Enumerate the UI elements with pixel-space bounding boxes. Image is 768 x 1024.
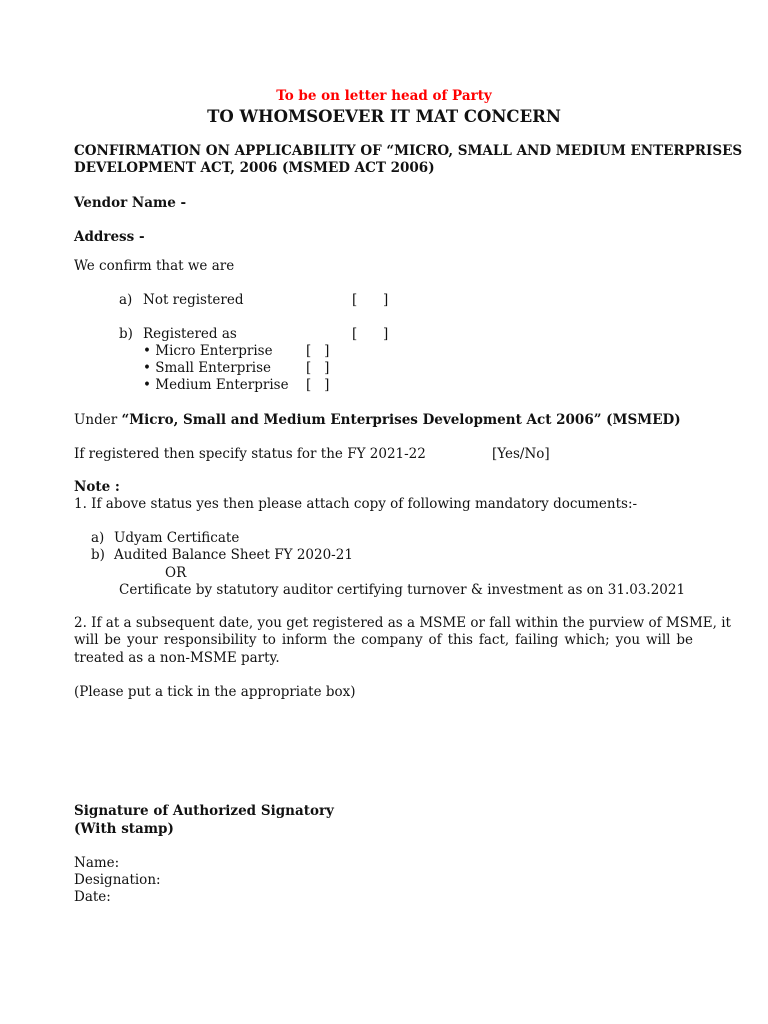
note-point-1: 1. If above status yes then please attach copy of following mandatory documents:- [74, 496, 638, 512]
subject-line-2: DEVELOPMENT ACT, 2006 (MSMED ACT 2006) [74, 160, 435, 176]
document-title: TO WHOMSOEVER IT MAT CONCERN [207, 107, 561, 126]
micro-enterprise-checkbox[interactable]: [ ] [306, 343, 330, 359]
address-label: Address - [74, 229, 145, 245]
option-b-marker: b) [119, 326, 133, 342]
option-b-checkbox[interactable]: [ ] [352, 326, 389, 342]
note-heading: Note : [74, 479, 120, 495]
vendor-name-label: Vendor Name - [74, 195, 187, 211]
medium-enterprise-label: • Medium Enterprise [143, 377, 289, 393]
note-point-2-line-3: treated as a non-MSME party. [74, 650, 280, 666]
tick-instruction: (Please put a tick in the appropriate box) [74, 684, 356, 700]
stamp-label: (With stamp) [74, 821, 174, 837]
small-enterprise-checkbox[interactable]: [ ] [306, 360, 330, 376]
subject-line-1: CONFIRMATION ON APPLICABILITY OF “MICRO, SMALL AND MEDIUM ENTERPRISES [74, 143, 743, 159]
option-a-marker: a) [119, 292, 133, 308]
act-name: “Micro, Small and Medium Enterprises Development Act 2006” (MSMED) [121, 412, 681, 428]
option-a-checkbox[interactable]: [ ] [352, 292, 389, 308]
date-label: Date: [74, 889, 111, 905]
micro-enterprise-label: • Micro Enterprise [143, 343, 273, 359]
designation-label: Designation: [74, 872, 161, 888]
letterhead-note: To be on letter head of Party [276, 88, 492, 104]
name-label: Name: [74, 855, 120, 871]
fy-status-label: If registered then specify status for the FY 2021-22 [74, 446, 426, 462]
note-point-2-line-1: 2. If at a subsequent date, you get registered as a MSME or fall within the purview of MSME, it [74, 615, 731, 631]
option-a-label: Not registered [143, 292, 244, 308]
option-b-label: Registered as [143, 326, 237, 342]
note-point-2-line-2: will be your responsibility to inform the company of this fact, failing which; you will be [74, 632, 693, 648]
confirm-intro: We confirm that we are [74, 258, 235, 274]
under-prefix: Under [74, 412, 122, 428]
medium-enterprise-checkbox[interactable]: [ ] [306, 377, 330, 393]
doc-b-marker: b) [91, 547, 105, 563]
or-separator: OR [165, 565, 187, 581]
fy-status-value: [Yes/No] [492, 446, 550, 462]
doc-a-text: Udyam Certificate [114, 530, 240, 546]
small-enterprise-label: • Small Enterprise [143, 360, 272, 376]
doc-a-marker: a) [91, 530, 105, 546]
under-act-line [74, 412, 681, 429]
signature-label: Signature of Authorized Signatory [74, 803, 334, 819]
doc-b-text: Audited Balance Sheet FY 2020-21 [114, 547, 353, 563]
certificate-text: Certificate by statutory auditor certifying turnover & investment as on 31.03.2021 [119, 582, 686, 598]
